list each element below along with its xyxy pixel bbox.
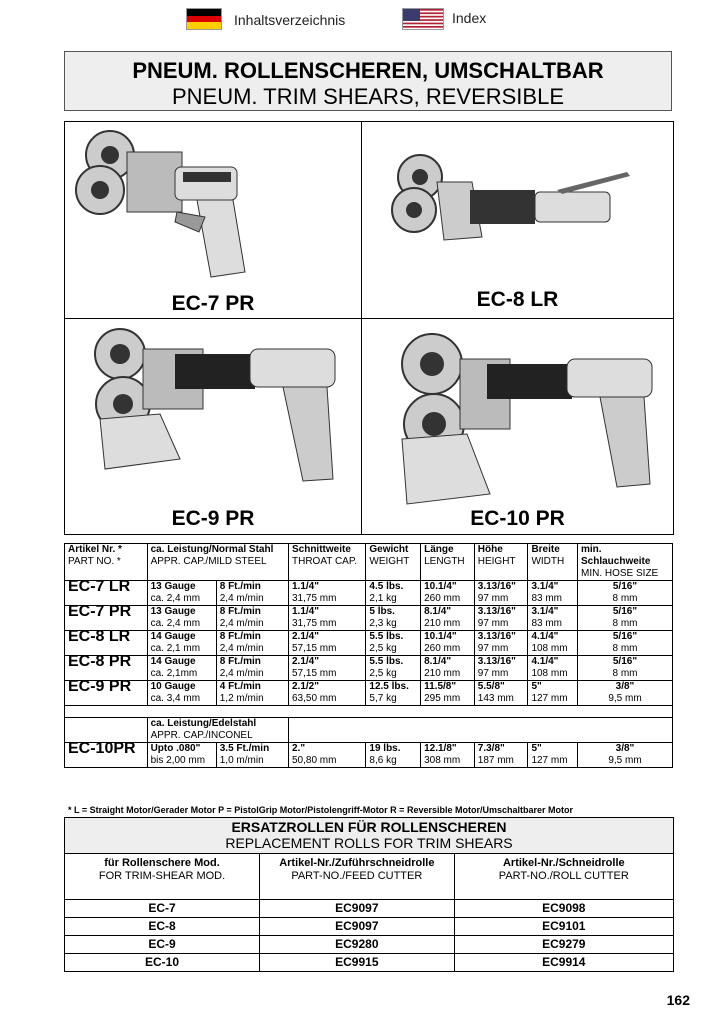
weight-kg: 2,5 kg <box>369 643 397 654</box>
length: 11.5/8" <box>424 681 457 692</box>
model-cell: EC-7 LR <box>65 581 148 606</box>
throat: 1.1/4" <box>291 581 319 592</box>
throat-mm: 63,50 mm <box>291 693 337 704</box>
hose: 3/8" <box>615 681 635 692</box>
width-mm: 83 mm <box>531 618 562 629</box>
replacement-rolls-box <box>64 817 674 972</box>
gauge-mm: ca. 2,1 mm <box>150 643 201 654</box>
length: 10.1/4" <box>424 631 457 642</box>
weight: 5 lbs. <box>369 606 395 617</box>
page-number: 162 <box>666 992 690 1008</box>
photo-ec9pr <box>65 319 362 534</box>
header-inconel-de: ca. Leistung/Edelstahl <box>150 718 257 729</box>
weight-cell <box>366 631 421 656</box>
weight-kg: 2,1 kg <box>369 593 397 604</box>
height-cell <box>474 656 528 681</box>
rolls-rows <box>65 900 673 972</box>
rolls-feed-cell: EC9097 <box>260 918 455 936</box>
width-cell <box>528 581 578 606</box>
speed-m: 2,4 m/min <box>219 668 264 679</box>
throat: 2.1/2" <box>291 681 319 692</box>
photo-ec10pr <box>362 319 673 534</box>
rolls-model-cell: EC-8 <box>65 918 260 936</box>
hose-mm: 9,5 mm <box>608 755 642 766</box>
rolls-row <box>65 918 673 936</box>
hose-cell <box>577 606 672 631</box>
header-weight-en: WEIGHT <box>369 556 410 567</box>
speed: 8 Ft./min <box>219 606 261 617</box>
model-cell: EC-9 PR <box>65 681 148 706</box>
speed-cell <box>216 656 288 681</box>
index-link[interactable]: Index <box>452 10 487 26</box>
rolls-row <box>65 900 673 918</box>
hose: 5/16" <box>612 656 638 667</box>
height-mm: 187 mm <box>477 755 514 766</box>
rolls-header-model-de: für Rollenschere Mod. <box>104 857 220 869</box>
height-mm: 143 mm <box>477 693 514 704</box>
spec-row <box>65 606 673 631</box>
length-cell <box>421 606 475 631</box>
weight-kg: 8,6 kg <box>369 755 397 766</box>
gauge-mm: ca. 2,1mm <box>150 668 198 679</box>
length-mm: 210 mm <box>424 618 461 629</box>
rolls-model-cell: EC-10 <box>65 954 260 972</box>
header-length-en: LENGTH <box>424 556 465 567</box>
language-nav <box>186 6 486 34</box>
weight: 5.5 lbs. <box>369 631 404 642</box>
photo-label-ec10pr: EC-10 PR <box>470 507 565 530</box>
weight: 4.5 lbs. <box>369 581 404 592</box>
gauge-mm: ca. 2,4 mm <box>150 618 201 629</box>
length-mm: 308 mm <box>424 755 461 766</box>
gauge-mm: ca. 2,4 mm <box>150 593 201 604</box>
rolls-roll-cell: EC9279 <box>454 936 673 954</box>
gauge: 14 Gauge <box>150 656 196 667</box>
rolls-header-row <box>65 854 673 889</box>
rolls-row <box>65 954 673 972</box>
speed-cell <box>216 581 288 606</box>
page-title-de: PNEUM. ROLLENSCHEREN, UMSCHALTBAR <box>132 58 604 83</box>
header-length-de: Länge <box>424 544 454 555</box>
hose: 5/16" <box>612 631 638 642</box>
gauge-mm: bis 2,00 mm <box>150 755 206 766</box>
speed-m: 2,4 m/min <box>219 643 264 654</box>
speed: 3.5 Ft./min <box>219 743 270 754</box>
rolls-model-cell: EC-7 <box>65 900 260 918</box>
speed: 4 Ft./min <box>219 681 261 692</box>
width-mm: 108 mm <box>531 643 568 654</box>
gauge-cell <box>147 631 216 656</box>
model-cell: EC-8 LR <box>65 631 148 656</box>
hose-mm: 9,5 mm <box>608 693 642 704</box>
height: 3.13/16" <box>477 606 516 617</box>
us-flag-icon[interactable] <box>402 8 444 30</box>
header-width-en: WIDTH <box>531 556 565 567</box>
spec-row <box>65 581 673 606</box>
speed: 8 Ft./min <box>219 631 261 642</box>
length: 8.1/4" <box>424 606 452 617</box>
hose-cell <box>577 581 672 606</box>
speed-m: 2,4 m/min <box>219 593 264 604</box>
rolls-header-feed-de: Artikel-Nr./Zuführschneidrolle <box>279 857 435 869</box>
rolls-feed-cell: EC9915 <box>260 954 455 972</box>
length: 8.1/4" <box>424 656 452 667</box>
product-photo-grid <box>64 121 674 535</box>
throat-cell <box>288 606 365 631</box>
height-mm: 97 mm <box>477 668 509 679</box>
height-cell <box>474 631 528 656</box>
weight: 12.5 lbs. <box>369 681 409 692</box>
german-flag-icon[interactable] <box>186 8 222 30</box>
height-mm: 97 mm <box>477 618 509 629</box>
throat: 2.1/4" <box>291 631 319 642</box>
width-mm: 127 mm <box>531 693 568 704</box>
rolls-header-model-en: FOR TRIM-SHEAR MOD. <box>98 870 226 882</box>
ec10pr-tool-image <box>362 319 673 534</box>
length-mm: 260 mm <box>424 643 461 654</box>
rolls-spacer-row <box>65 889 673 900</box>
throat: 2." <box>291 743 306 754</box>
header-throat-en: THROAT CAP. <box>291 556 357 567</box>
width: 5" <box>531 743 542 754</box>
width: 5" <box>531 681 542 692</box>
spec-row-ec9pr <box>65 681 673 706</box>
hose: 5/16" <box>612 606 638 617</box>
gauge-cell <box>147 656 216 681</box>
spec-table <box>64 543 673 768</box>
weight-cell <box>366 656 421 681</box>
header-height-de: Höhe <box>477 544 503 555</box>
speed-m: 1,0 m/min <box>219 755 264 766</box>
header-cap-en: APPR. CAP./MILD STEEL <box>150 556 267 567</box>
rolls-title-en: REPLACEMENT ROLLS FOR TRIM SHEARS <box>225 835 513 851</box>
height-mm: 97 mm <box>477 643 509 654</box>
hose: 5/16" <box>612 581 638 592</box>
header-part-en: PART NO. * <box>68 556 121 567</box>
rolls-feed-cell: EC9280 <box>260 936 455 954</box>
rolls-title <box>65 818 673 854</box>
ec9pr-tool-image <box>65 319 362 534</box>
speed-cell <box>216 631 288 656</box>
hose-mm: 8 mm <box>612 618 638 629</box>
header-width-de: Breite <box>531 544 560 555</box>
width-cell <box>528 606 578 631</box>
height-cell <box>474 581 528 606</box>
throat: 1.1/4" <box>291 606 319 617</box>
hose-mm: 8 mm <box>612 643 638 654</box>
header-height-en: HEIGHT <box>477 556 516 567</box>
header-part-de: Artikel Nr. * <box>68 544 122 555</box>
rolls-roll-cell: EC9101 <box>454 918 673 936</box>
model-cell: EC-10PR <box>65 743 148 768</box>
height: 5.5/8" <box>477 681 505 692</box>
inconel-header-row <box>65 718 673 743</box>
hose-mm: 8 mm <box>612 593 638 604</box>
rolls-model-cell: EC-9 <box>65 936 260 954</box>
model-cell: EC-7 PR <box>65 606 148 631</box>
speed-m: 1,2 m/min <box>219 693 264 704</box>
throat-cell <box>288 581 365 606</box>
throat-mm: 31,75 mm <box>291 593 337 604</box>
gauge: 10 Gauge <box>150 681 196 692</box>
length-mm: 210 mm <box>424 668 461 679</box>
length-cell <box>421 631 475 656</box>
throat-cell <box>288 631 365 656</box>
throat-mm: 31,75 mm <box>291 618 337 629</box>
width-mm: 108 mm <box>531 668 568 679</box>
page-title-en: PNEUM. TRIM SHEARS, REVERSIBLE <box>171 84 564 109</box>
hose: 3/8" <box>615 743 635 754</box>
gauge: 14 Gauge <box>150 631 196 642</box>
weight-cell <box>366 581 421 606</box>
length: 12.1/8" <box>424 743 457 754</box>
photo-label-ec8lr: EC-8 LR <box>476 288 559 311</box>
spec-blank-row <box>65 706 673 718</box>
height: 3.13/16" <box>477 656 516 667</box>
throat-cell <box>288 656 365 681</box>
rolls-row <box>65 936 673 954</box>
header-hose-en: MIN. HOSE SIZE <box>580 568 659 579</box>
spec-row <box>65 656 673 681</box>
page-title-box <box>64 51 672 111</box>
height-cell <box>474 606 528 631</box>
header-throat-de: Schnittweite <box>291 544 351 555</box>
model-cell: EC-8 PR <box>65 656 148 681</box>
throat-mm: 57,15 mm <box>291 643 337 654</box>
throat-mm: 57,15 mm <box>291 668 337 679</box>
length-cell <box>421 581 475 606</box>
speed-m: 2,4 m/min <box>219 618 264 629</box>
gauge-cell <box>147 581 216 606</box>
weight-kg: 2,5 kg <box>369 668 397 679</box>
width-cell <box>528 631 578 656</box>
rolls-table <box>65 854 673 971</box>
height: 3.13/16" <box>477 631 516 642</box>
weight-kg: 5,7 kg <box>369 693 397 704</box>
length-cell <box>421 656 475 681</box>
width-mm: 127 mm <box>531 755 568 766</box>
ec7pr-tool-image <box>65 122 362 319</box>
length-mm: 260 mm <box>424 593 461 604</box>
photo-ec8lr <box>362 122 673 319</box>
weight: 19 lbs. <box>369 743 401 754</box>
height-mm: 97 mm <box>477 593 509 604</box>
rolls-title-de: ERSATZROLLEN FÜR ROLLENSCHEREN <box>231 819 507 835</box>
length: 10.1/4" <box>424 581 457 592</box>
width: 3.1/4" <box>531 581 559 592</box>
spec-row-ec10pr <box>65 743 673 768</box>
weight-kg: 2,3 kg <box>369 618 397 629</box>
weight-cell <box>366 606 421 631</box>
length-mm: 295 mm <box>424 693 461 704</box>
hose-mm: 8 mm <box>612 668 638 679</box>
width: 4.1/4" <box>531 631 559 642</box>
hose-cell <box>577 656 672 681</box>
gauge: 13 Gauge <box>150 606 196 617</box>
gauge: 13 Gauge <box>150 581 196 592</box>
header-weight-de: Gewicht <box>369 544 409 555</box>
height: 3.13/16" <box>477 581 516 592</box>
spec-row <box>65 631 673 656</box>
rolls-header-roll-de: Artikel-Nr./Schneidrolle <box>502 857 625 869</box>
throat: 2.1/4" <box>291 656 319 667</box>
spec-rows <box>65 578 673 681</box>
photo-ec7pr <box>65 122 362 319</box>
width: 4.1/4" <box>531 656 559 667</box>
footnote: * L = Straight Motor/Gerader Motor P = PistolGrip Motor/Pistolengriff-Motor R = Reversible Motor/Umschaltbarer Motor <box>68 805 573 815</box>
rolls-roll-cell: EC9914 <box>454 954 673 972</box>
width-cell <box>528 656 578 681</box>
spec-header-row <box>65 544 673 581</box>
width-mm: 83 mm <box>531 593 562 604</box>
inhaltsverzeichnis-link[interactable]: Inhaltsverzeichnis <box>234 12 346 28</box>
rolls-feed-cell: EC9097 <box>260 900 455 918</box>
photo-label-ec9pr: EC-9 PR <box>171 507 255 530</box>
weight: 5.5 lbs. <box>369 656 404 667</box>
rolls-header-roll-en: PART-NO./ROLL CUTTER <box>498 870 629 882</box>
gauge-cell <box>147 606 216 631</box>
speed: 8 Ft./min <box>219 581 261 592</box>
height: 7.3/8" <box>477 743 505 754</box>
gauge-mm: ca. 3,4 mm <box>150 693 201 704</box>
rolls-header-feed-en: PART-NO./FEED CUTTER <box>291 870 423 882</box>
hose-cell <box>577 631 672 656</box>
width: 3.1/4" <box>531 606 559 617</box>
header-hose-de: min. Schlauchweite <box>580 544 651 567</box>
rolls-roll-cell: EC9098 <box>454 900 673 918</box>
speed: 8 Ft./min <box>219 656 261 667</box>
photo-label-ec7pr: EC-7 PR <box>171 292 255 315</box>
speed-cell <box>216 606 288 631</box>
header-inconel-en: APPR. CAP./INCONEL <box>150 730 253 741</box>
throat-mm: 50,80 mm <box>291 755 337 766</box>
header-cap-de: ca. Leistung/Normal Stahl <box>150 544 274 555</box>
gauge: Upto .080" <box>150 743 201 754</box>
